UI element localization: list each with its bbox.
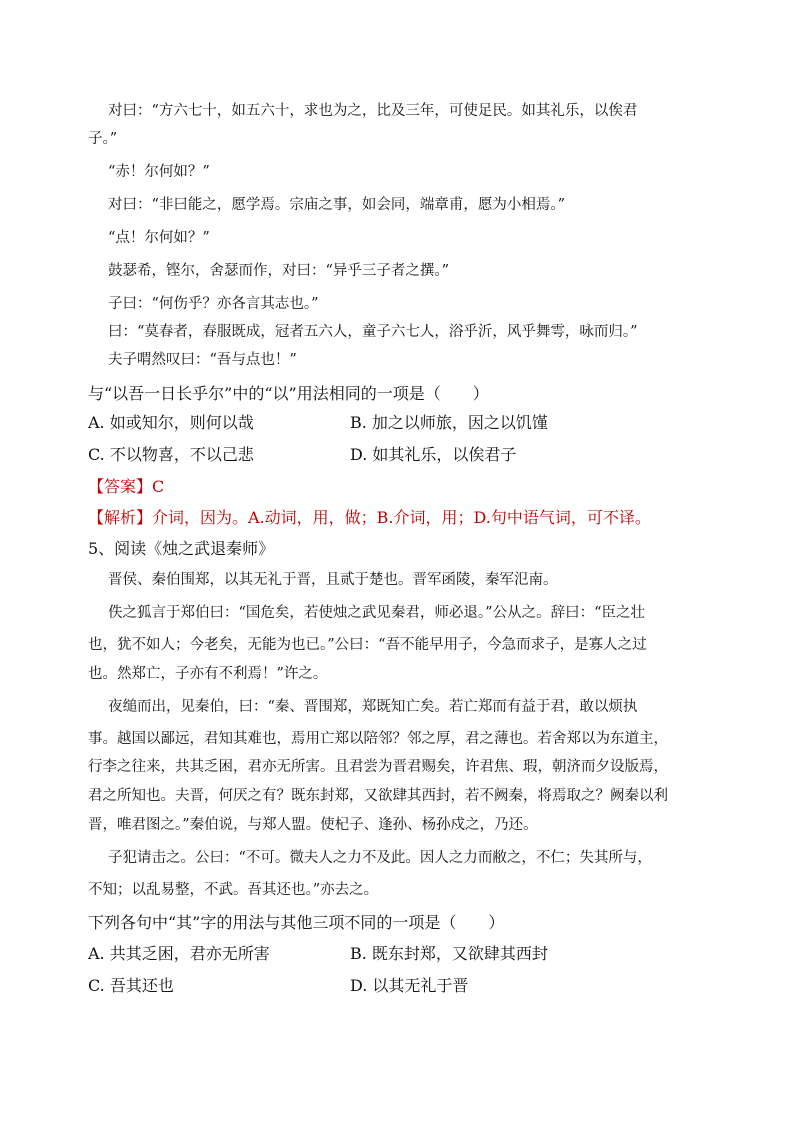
passage-line: 鼓瑟希，铿尔，舍瑟而作，对曰：“异乎三子者之撰。” [108,263,450,279]
explanation-line [88,507,651,529]
passage-line: 夫子喟然叹曰：“吾与点也！” [108,352,297,368]
option-b: B. 既东封郑，又欲肆其西封 [350,944,548,963]
passage-line: 子犯请击之。公曰：“不可。微夫人之力不及此。因人之力而敝之，不仁；失其所与， [108,850,652,866]
explanation-text: 介词，因为。A.动词，用，做；B.介词，用；D.句中语气词，可不译。 [152,508,651,527]
passage-line: 不知；以乱易整，不武。吾其还也。”亦去之。 [88,882,379,898]
passage-line: 对曰：“方六七十，如五六十，求也为之，比及三年，可使足民。如其礼乐，以俟君 [108,103,638,119]
answer-tag: 【答案】 [88,477,153,496]
option-d: D. 以其无礼于晋 [350,976,469,995]
passage-line: 晋，唯君图之。”秦伯说，与郑人盟。使杞子、逢孙、杨孙戍之，乃还。 [88,817,538,833]
passage-line: 对曰：“非曰能之，愿学焉。宗庙之事，如会同，端章甫，愿为小相焉。” [108,197,566,213]
passage-line: 佚之狐言于郑伯曰：“国危矣，若使烛之武见秦君，师必退。”公从之。辞曰：“臣之壮 [108,605,645,621]
question-stem: 下列各句中“其”字的用法与其他三项不同的一项是（ ） [88,913,505,932]
passage-line: “赤！尔何如？” [108,164,210,180]
passage-line: 子曰：“何伤乎？亦各言其志也。” [108,296,319,312]
passage-line: “点！尔何如？” [108,230,210,246]
option-c: C. 吾其还也 [88,976,174,995]
passage-line: 行李之往来，共其乏困，君亦无所害。且君尝为晋君赐矣，许君焦、瑕，朝济而夕设版焉， [88,759,668,775]
passage-line: 子。” [88,131,118,147]
answer-line [88,476,164,498]
option-c: C. 不以物喜，不以己悲 [88,445,254,464]
option-a: A. 如或知尔，则何以哉 [88,413,254,432]
passage-line: 君之所知也。夫晋，何厌之有？既东封郑，又欲肆其西封，若不阙秦，将焉取之？阙秦以利 [88,788,668,804]
passage-line: 晋侯、秦伯围郑，以其无礼于晋，且贰于楚也。晋军函陵，秦军氾南。 [108,572,558,588]
explanation-tag: 【解析】 [88,508,153,527]
option-a: A. 共其乏困，君亦无所害 [88,944,270,963]
question-stem: 与“以吾一日长乎尔”中的“以”用法相同的一项是（ ） [88,384,489,403]
passage-line: 也，犹不如人；今老矣，无能为也已。”公曰：“吾不能早用子，今急而求子，是寡人之过 [88,637,647,653]
option-d: D. 如其礼乐，以俟君子 [350,445,517,464]
answer-value: C [152,477,165,496]
passage-line: 事。越国以鄙远，君知其难也，焉用亡郑以陪邻？邻之厚，君之薄也。若舍郑以为东道主， [88,731,668,747]
option-b: B. 加之以师旅，因之以饥馑 [350,413,548,432]
section-heading: 5、阅读《烛之武退秦师》 [88,539,275,558]
passage-line: 曰：“莫春者，春服既成，冠者五六人，童子六七人，浴乎沂，风乎舞雩，咏而归。” [108,324,638,340]
passage-line: 也。然郑亡，子亦有不利焉！”许之。 [88,666,328,682]
passage-line: 夜缒而出，见秦伯，曰：“秦、晋围郑，郑既知亡矣。若亡郑而有益于君，敢以烦执 [108,699,638,715]
